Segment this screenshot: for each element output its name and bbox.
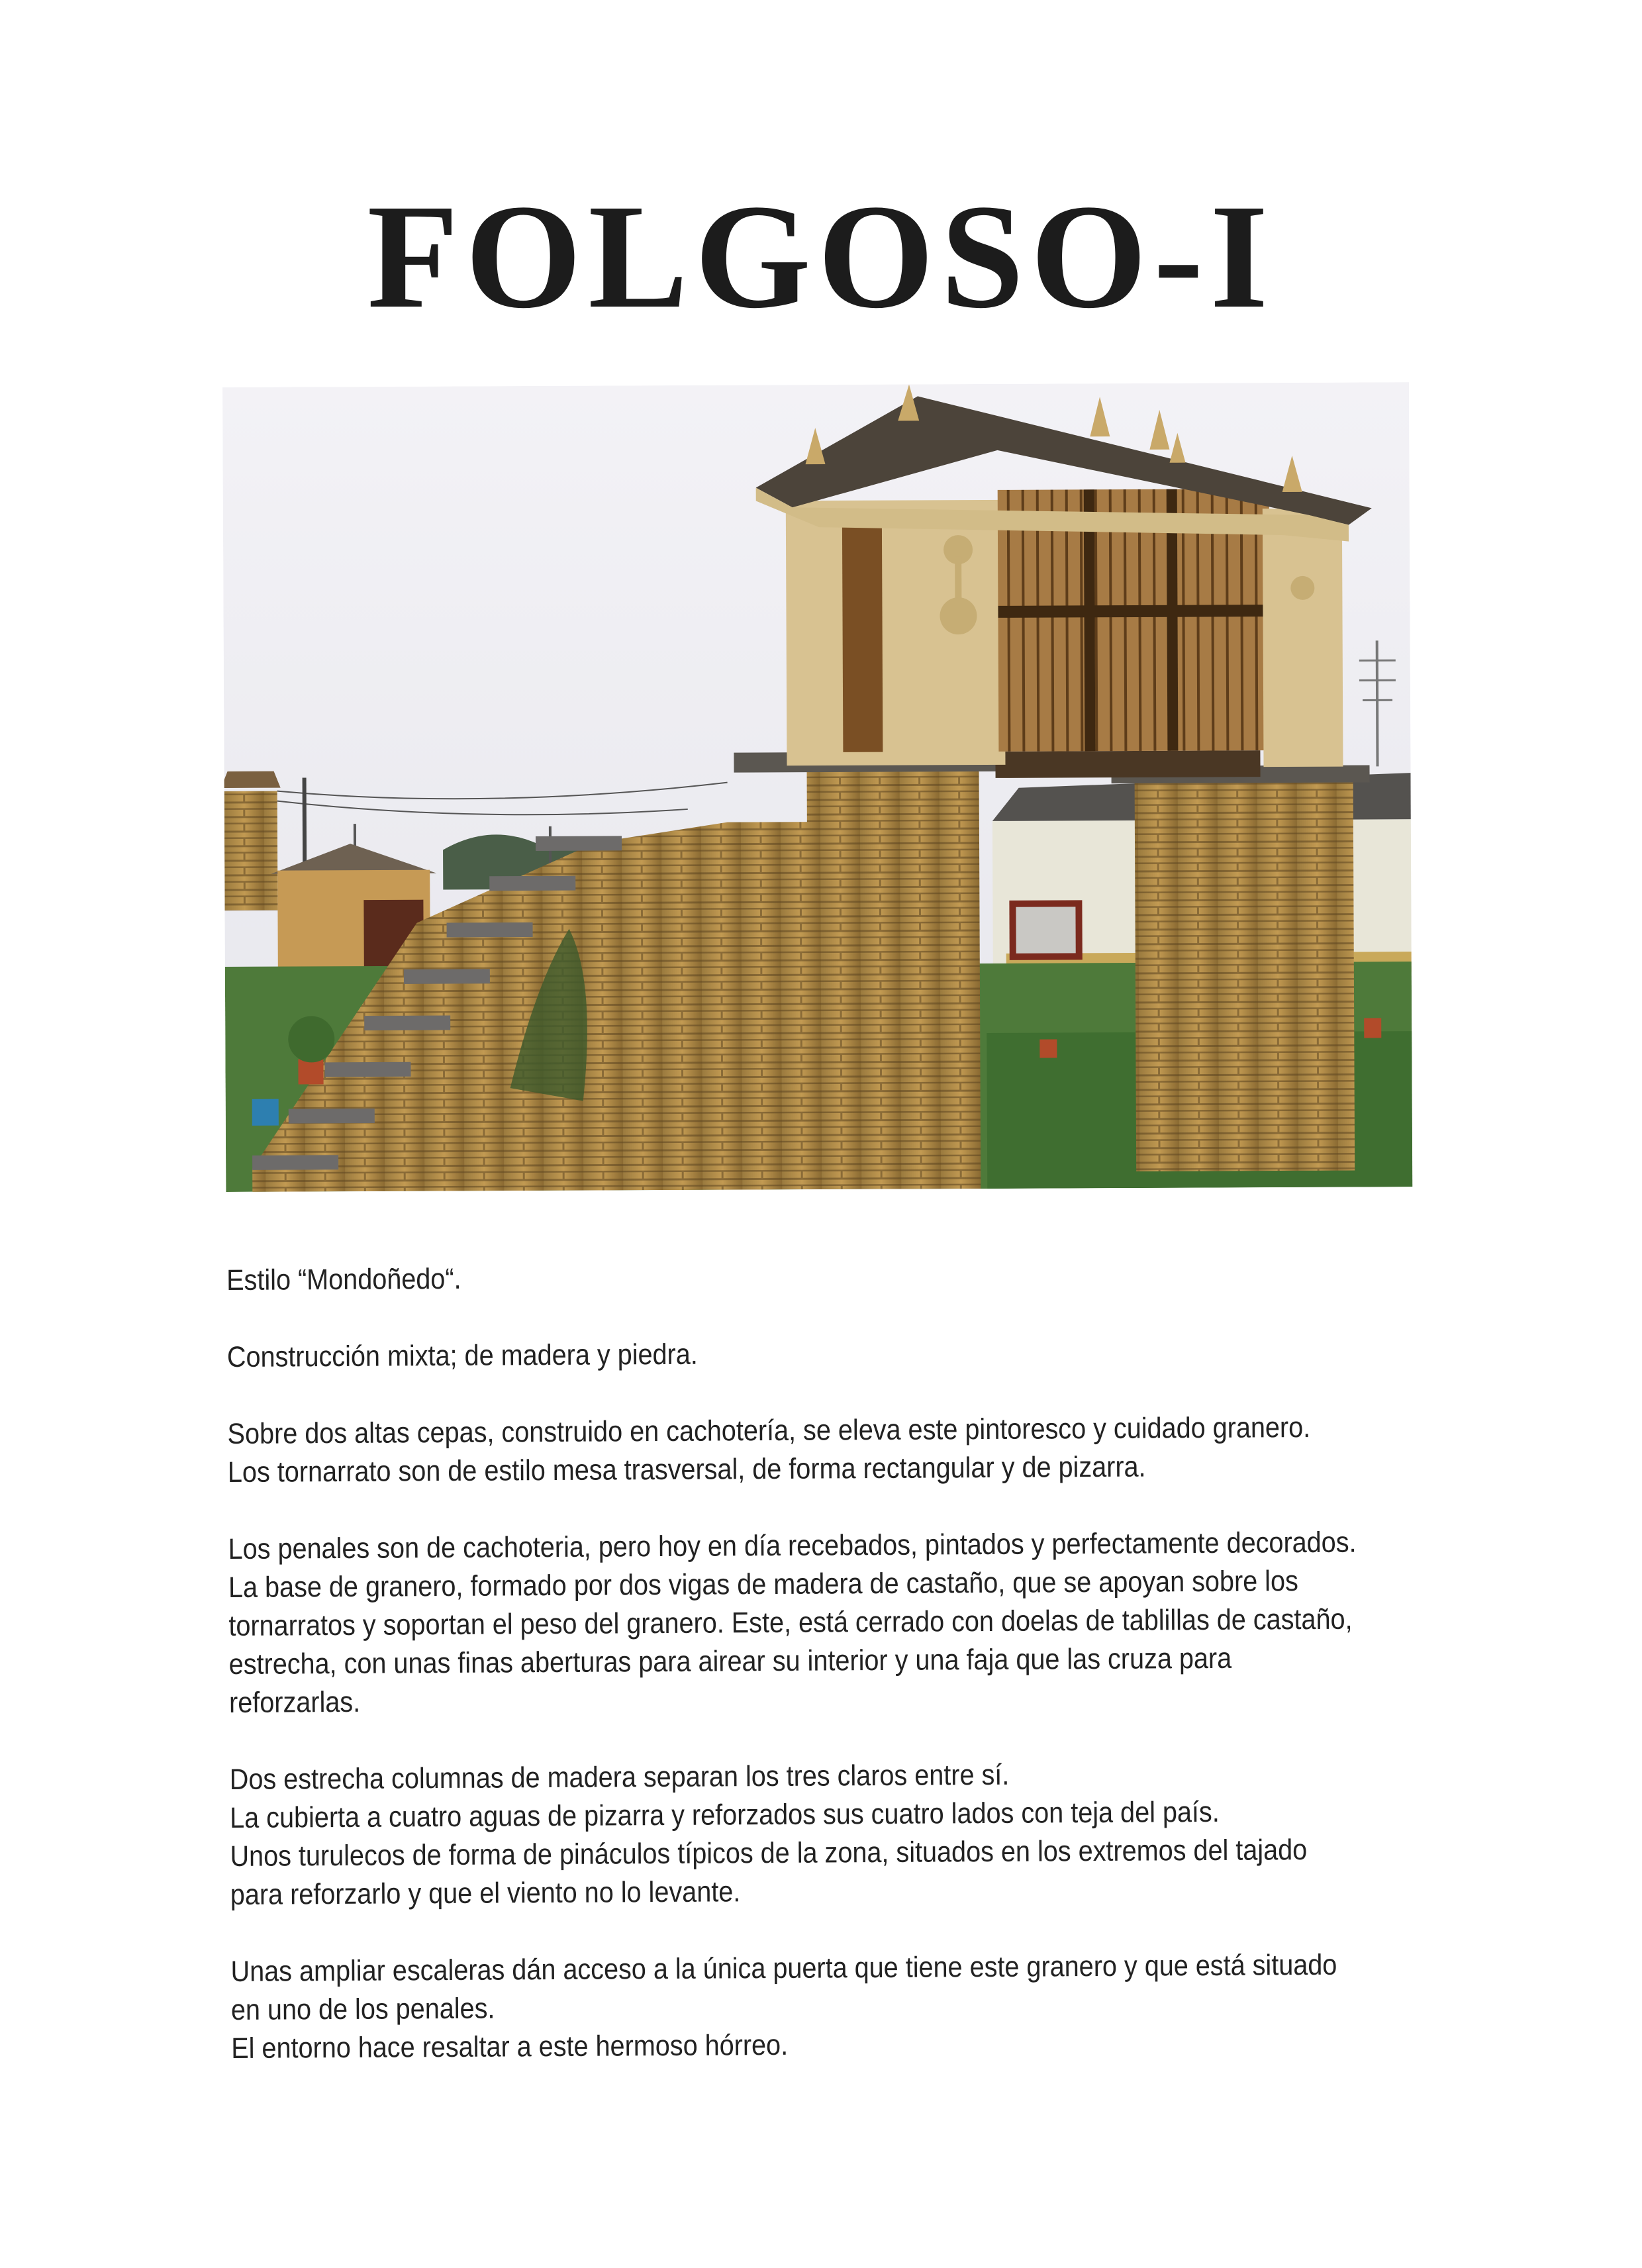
page-title: FOLGOSO-I bbox=[367, 173, 1275, 339]
paragraph-line: Unas ampliar escaleras dán acceso a la única puerta que tiene este granero y que está situado bbox=[230, 1948, 1337, 1988]
paragraph-line: Unos turulecos de forma de pináculos típicos de la zona, situados en los extremos del tajado bbox=[230, 1834, 1308, 1873]
paragraph-line: estrecha, con unas finas aberturas para airear su interior y una faja que las cruza para bbox=[228, 1642, 1232, 1681]
paragraph-line: Dos estrecha columnas de madera separan los tres claros entre sí. bbox=[229, 1758, 1010, 1796]
paragraph-line: tornarratos y soportan el peso del granero. Este, está cerrado con doelas de tablillas de castaño, bbox=[228, 1602, 1353, 1642]
description-text bbox=[226, 1254, 1436, 2068]
paragraph-line: El entorno hace resaltar a este hermoso hórreo. bbox=[231, 2028, 789, 2065]
paragraph-line: reforzarlas. bbox=[228, 1685, 361, 1719]
paragraph-line: en uno de los penales. bbox=[230, 1992, 495, 2026]
paragraph-line: Estilo “Mondoñedo“. bbox=[226, 1262, 461, 1297]
paragraph-line: para reforzarlo y que el viento no lo levante. bbox=[230, 1875, 741, 1911]
paragraph-line: Sobre dos altas cepas, construido en cachotería, se eleva este pintoresco y cuidado granero. bbox=[227, 1411, 1311, 1450]
paragraph-line: Los tornarrato son de estilo mesa trasversal, de forma rectangular y de pizarra. bbox=[227, 1450, 1146, 1489]
paragraph-line: Los penales son de cachoteria, pero hoy en día recebados, pintados y perfectamente decorados. bbox=[228, 1526, 1357, 1565]
paragraph-line: Construcción mixta; de madera y piedra. bbox=[226, 1338, 698, 1373]
paragraph-line: La cubierta a cuatro aguas de pizarra y reforzados sus cuatro lados con teja del país. bbox=[229, 1795, 1220, 1834]
paragraph-line: La base de granero, formado por dos vigas de madera de castaño, que se apoyan sobre los bbox=[228, 1565, 1298, 1604]
horreo-photo bbox=[222, 382, 1412, 1192]
